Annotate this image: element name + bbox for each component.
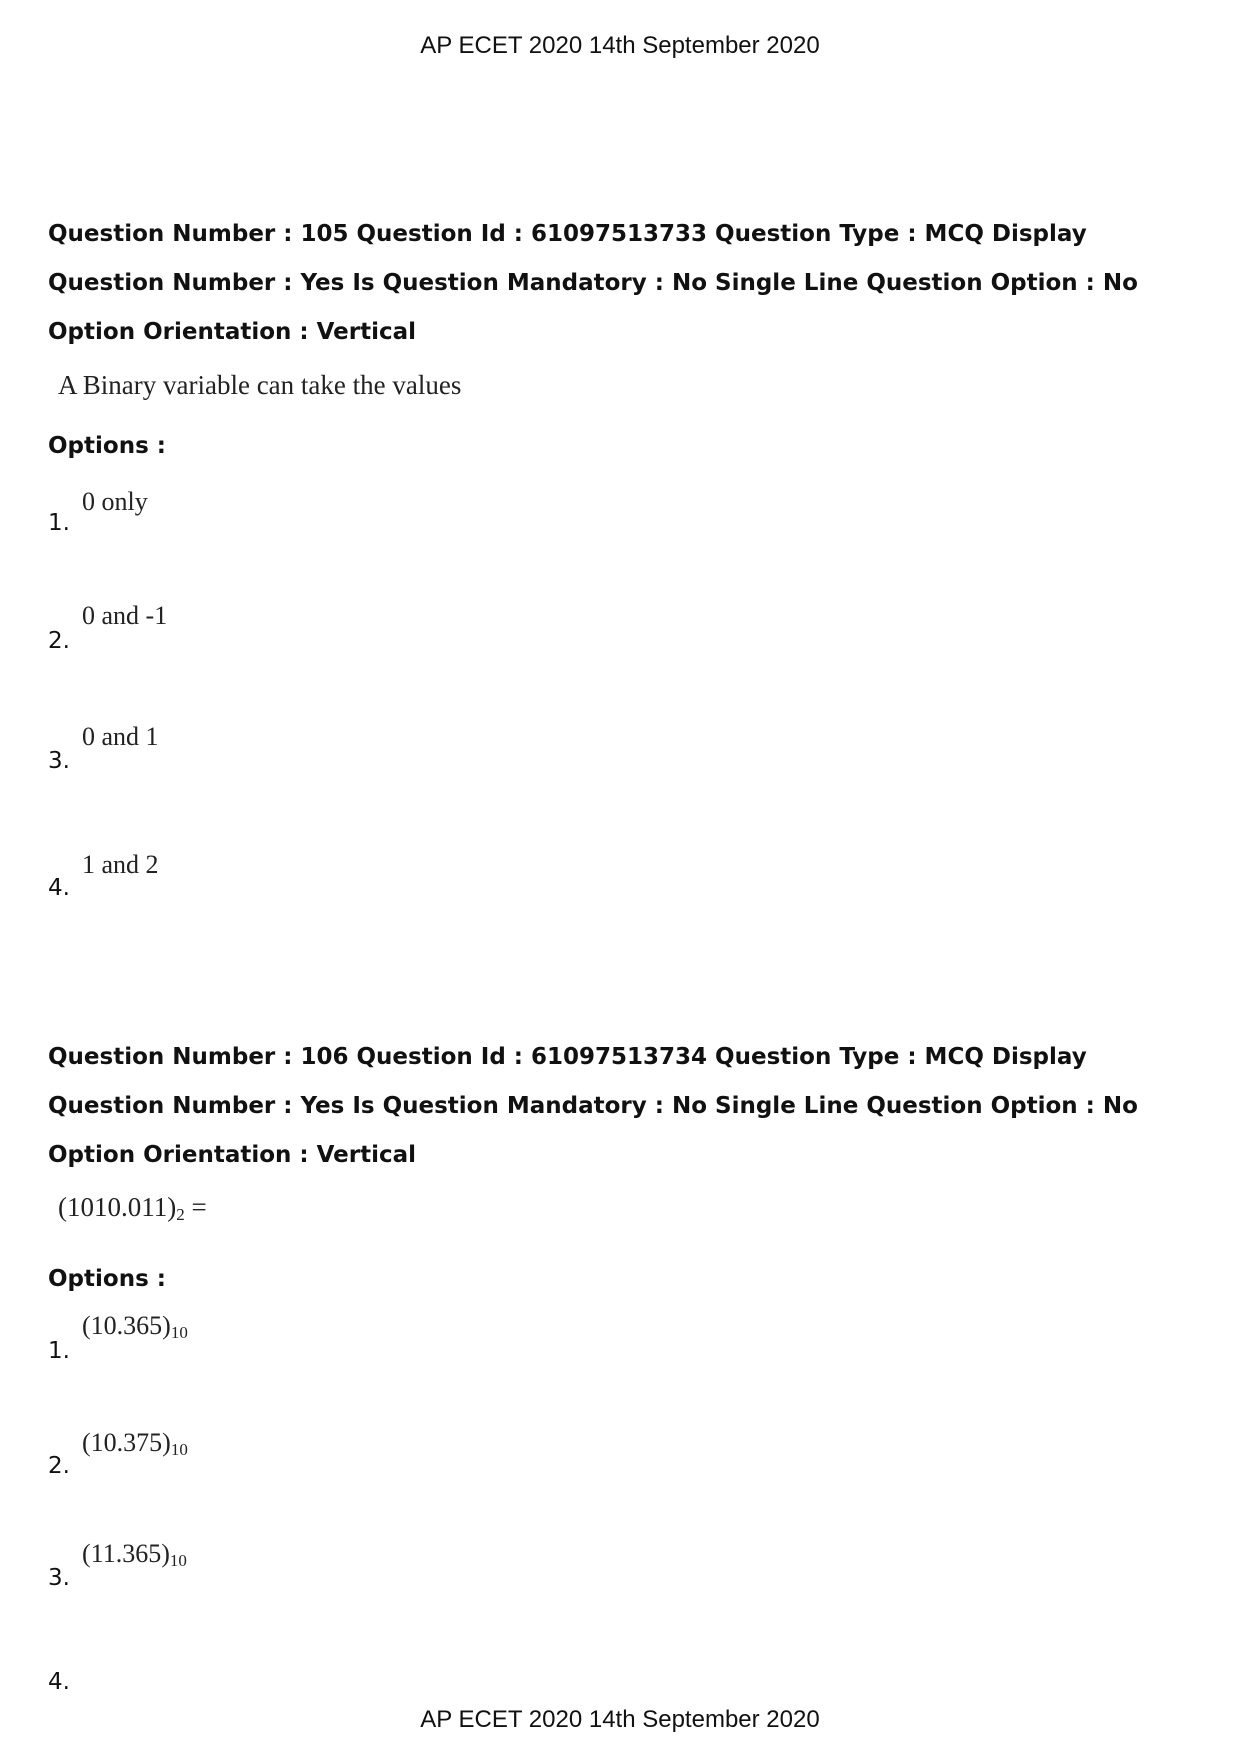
question-105-option-3-text: 0 and 1 <box>82 722 159 751</box>
question-106-equals: = <box>184 1192 207 1222</box>
question-105-option-4-text: 1 and 2 <box>82 850 159 879</box>
question-105-meta: Question Number : 105 Question Id : 61097513733 Question Type : MCQ Display Question Number : Yes Is Question Mandatory : No Single Line Question Option : No Option Orientation : Vertical <box>48 221 1138 345</box>
question-106-option-2-text <box>82 1428 188 1460</box>
question-106-option-2-number: 2. <box>48 1453 70 1479</box>
question-106-options-heading: Options : <box>48 1266 166 1292</box>
question-106-option-3-value: (11.365) <box>82 1539 170 1568</box>
question-106-option-1-number: 1. <box>48 1338 70 1364</box>
question-105-option-2-number: 2. <box>48 628 70 654</box>
question-106-option-3-text <box>82 1539 187 1571</box>
page-footer: AP ECET 2020 14th September 2020 <box>420 1706 820 1733</box>
question-105-text: A Binary variable can take the values <box>58 370 462 400</box>
question-105-option-2-text: 0 and -1 <box>82 601 168 630</box>
question-106-option-2-value: (10.375) <box>82 1428 171 1457</box>
question-105-options-heading: Options : <box>48 433 166 459</box>
question-105-option-3-number: 3. <box>48 748 70 774</box>
question-106-base: 2 <box>176 1205 185 1224</box>
question-106-option-4-number: 4. <box>48 1669 70 1695</box>
question-106-text <box>58 1192 207 1225</box>
question-106-option-2-base: 10 <box>170 1440 188 1459</box>
question-106-meta: Question Number : 106 Question Id : 61097513734 Question Type : MCQ Display Question Number : Yes Is Question Mandatory : No Single Line Question Option : No Option Orientation : Vertical <box>48 1044 1138 1168</box>
question-106-option-1-base: 10 <box>170 1323 188 1342</box>
page-header: AP ECET 2020 14th September 2020 <box>420 32 820 59</box>
question-105-option-1-text: 0 only <box>82 487 148 516</box>
question-106-option-1-text <box>82 1311 188 1343</box>
question-106-expression: (1010.011) <box>58 1192 177 1222</box>
question-106-option-3-base: 10 <box>169 1551 187 1570</box>
question-105-option-1-number: 1. <box>48 510 70 536</box>
question-105-option-4-number: 4. <box>48 875 70 901</box>
question-106-option-3-number: 3. <box>48 1565 70 1591</box>
question-106-option-1-value: (10.365) <box>82 1311 171 1340</box>
